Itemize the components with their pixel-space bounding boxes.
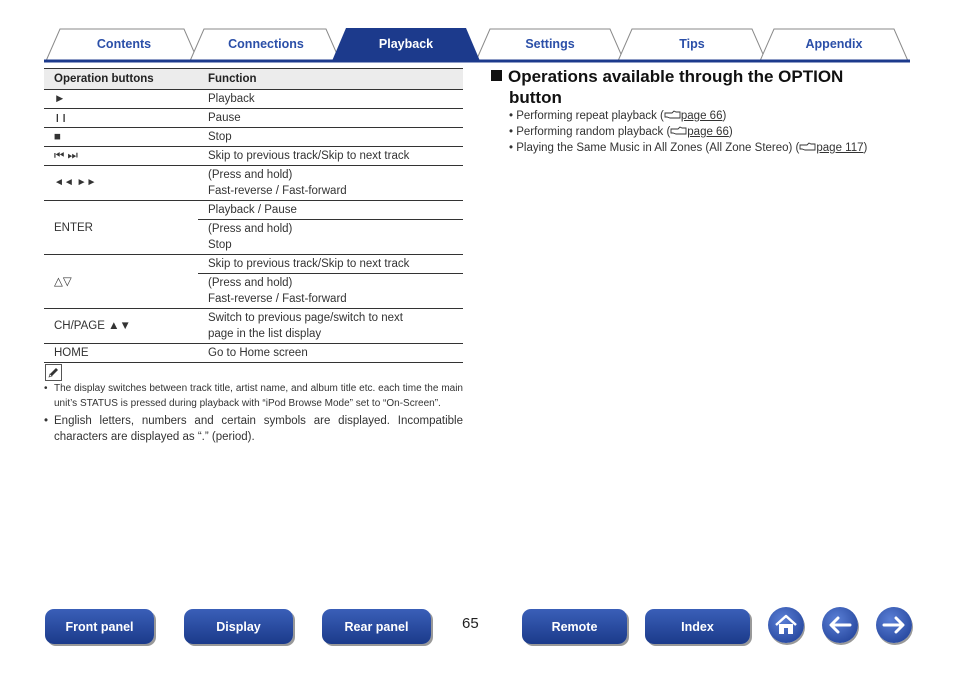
list-item: • Performing repeat playback ( page 66) xyxy=(509,110,727,122)
front-panel-button[interactable]: Front panel xyxy=(45,609,154,644)
page-66-link[interactable]: page 66 xyxy=(687,126,729,138)
function-line: page in the list display xyxy=(208,328,322,340)
operation-table xyxy=(44,68,463,363)
forward-button[interactable] xyxy=(876,607,912,643)
pointing-hand-icon xyxy=(670,125,687,136)
item-end: ) xyxy=(722,110,727,122)
list-item: • Performing random playback ( page 66) xyxy=(509,126,733,138)
function-cell: Skip to previous track/Skip to next track xyxy=(198,147,463,166)
function-cell: Pause xyxy=(198,109,463,128)
function-line: Stop xyxy=(208,239,232,251)
rear-panel-button[interactable]: Rear panel xyxy=(322,609,431,644)
function-cell xyxy=(198,309,463,344)
page-number: 65 xyxy=(462,615,479,632)
function-cell xyxy=(198,220,463,255)
item-end: ) xyxy=(728,126,733,138)
function-line: (Press and hold) xyxy=(208,223,293,235)
remote-button[interactable]: Remote xyxy=(522,609,627,644)
tab-tips[interactable]: Tips xyxy=(679,37,705,51)
function-line: Fast-reverse / Fast-forward xyxy=(208,185,347,197)
pencil-note-icon xyxy=(45,364,62,381)
table-row xyxy=(44,90,463,109)
stop-button-symbol: ■ xyxy=(44,128,198,147)
table-row xyxy=(44,166,463,201)
page-66-link[interactable]: page 66 xyxy=(680,110,723,122)
note-text: The display switches between track title, artist name, and album title etc. each time the main unit’s STATUS is pressed during playback with “iPod Browse Mode” set to “On-Screen”. xyxy=(54,383,463,409)
table-row xyxy=(44,344,463,363)
home-button[interactable] xyxy=(768,607,804,643)
display-button[interactable]: Display xyxy=(184,609,293,644)
function-cell: Stop xyxy=(198,128,463,147)
note-text: English letters, numbers and certain symbols are displayed. Incompatible characters are displayed as “.” (period). xyxy=(54,415,463,443)
function-cell: Go to Home screen xyxy=(198,344,463,363)
function-cell: Skip to previous track/Skip to next track xyxy=(198,255,463,274)
search-buttons-symbol: ◄◄ ►► xyxy=(44,166,198,201)
tab-playback[interactable]: Playback xyxy=(378,37,434,51)
function-cell: Playback / Pause xyxy=(198,201,463,220)
notes-list xyxy=(44,382,463,445)
function-cell xyxy=(198,166,463,201)
pause-button-symbol: ❙❙ xyxy=(44,109,198,128)
square-bullet-icon xyxy=(491,70,502,81)
tab-connections[interactable]: Connections xyxy=(228,37,304,51)
arrow-right-icon xyxy=(882,616,906,634)
item-text: Performing random playback ( xyxy=(516,126,671,138)
skip-buttons-symbol: ⏮ ⏭ xyxy=(44,147,198,166)
tab-appendix[interactable]: Appendix xyxy=(805,37,863,51)
item-text: Playing the Same Music in All Zones (All Zone Stereo) ( xyxy=(516,142,800,154)
tab-settings[interactable]: Settings xyxy=(525,37,575,51)
function-line: Switch to previous page/switch to next xyxy=(208,312,403,324)
index-button[interactable]: Index xyxy=(645,609,750,644)
header-function: Function xyxy=(198,69,463,90)
ch-page-button-label: CH/PAGE ▲▼ xyxy=(44,309,198,344)
function-line: (Press and hold) xyxy=(208,277,293,289)
table-row xyxy=(44,201,463,220)
list-item: • Playing the Same Music in All Zones (All Zone Stereo) ( page 117) xyxy=(509,142,868,154)
function-line: (Press and hold) xyxy=(208,169,293,181)
pointing-hand-icon xyxy=(664,109,681,120)
table-row xyxy=(44,255,463,274)
home-button-label: HOME xyxy=(44,344,198,363)
up-down-cursor-symbol: △▽ xyxy=(44,255,198,309)
function-cell: Playback xyxy=(198,90,463,109)
tab-contents[interactable]: Contents xyxy=(96,37,152,51)
note-item: • English letters, numbers and certain symbols are displayed. Incompatible characters are displayed as “.” (period). xyxy=(44,415,463,443)
item-end: ) xyxy=(863,142,868,154)
item-text: Performing repeat playback ( xyxy=(516,110,664,122)
section-title-line1: Operations available through the OPTION xyxy=(508,67,844,86)
header-operation-buttons: Operation buttons xyxy=(44,69,198,90)
pointing-hand-icon xyxy=(799,141,816,152)
table-row xyxy=(44,109,463,128)
home-icon xyxy=(774,614,798,636)
page-117-link[interactable]: page 117 xyxy=(816,142,864,154)
section-title-line2: button xyxy=(509,88,562,107)
back-button[interactable] xyxy=(822,607,858,643)
table-row xyxy=(44,309,463,344)
enter-button-label: ENTER xyxy=(44,201,198,255)
note-item: • The display switches between track title, artist name, and album title etc. each time the main unit’s STATUS is pressed during playback with “iPod Browse Mode” set to “On-Screen”. xyxy=(44,382,463,411)
table-row xyxy=(44,128,463,147)
function-line: Fast-reverse / Fast-forward xyxy=(208,293,347,305)
option-list xyxy=(509,108,867,156)
function-cell xyxy=(198,274,463,309)
table-row xyxy=(44,147,463,166)
play-button-symbol: ► xyxy=(44,90,198,109)
arrow-left-icon xyxy=(828,616,852,634)
section-title xyxy=(491,66,891,108)
tab-bar xyxy=(44,27,910,63)
